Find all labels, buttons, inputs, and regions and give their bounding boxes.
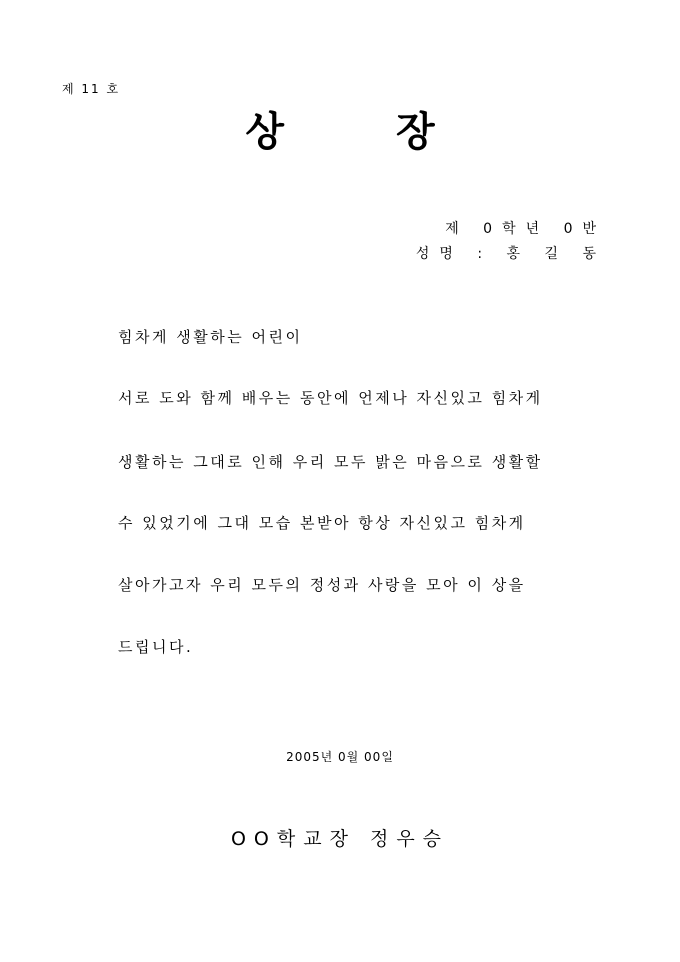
citation-line: 수 있었기에 그대 모습 본받아 항상 자신있고 힘차게 xyxy=(118,514,526,532)
citation-line: 드립니다. xyxy=(118,638,194,656)
recipient-grade-class: 제 0학년 0반 xyxy=(445,221,606,237)
award-date: 2005년 0월 00일 xyxy=(286,750,394,764)
citation-line: 서로 도와 함께 배우는 동안에 언제나 자신있고 힘차게 xyxy=(118,389,543,407)
certificate-title xyxy=(0,100,680,157)
citation-line: 힘차게 생활하는 어린이 xyxy=(118,328,303,346)
recipient-name: 성명 : 홍 길 동 xyxy=(415,246,606,262)
title-char-1: 상 xyxy=(245,109,284,155)
citation-line: 살아가고자 우리 모두의 정성과 사랑을 모아 이 상을 xyxy=(118,576,526,594)
citation-line: 생활하는 그대로 인해 우리 모두 밝은 마음으로 생활할 xyxy=(118,453,543,471)
principal-signature-line: OO학교장 정우승 xyxy=(230,828,450,850)
certificate-number: 제 11 호 xyxy=(62,82,121,96)
title-char-2: 장 xyxy=(396,109,435,155)
